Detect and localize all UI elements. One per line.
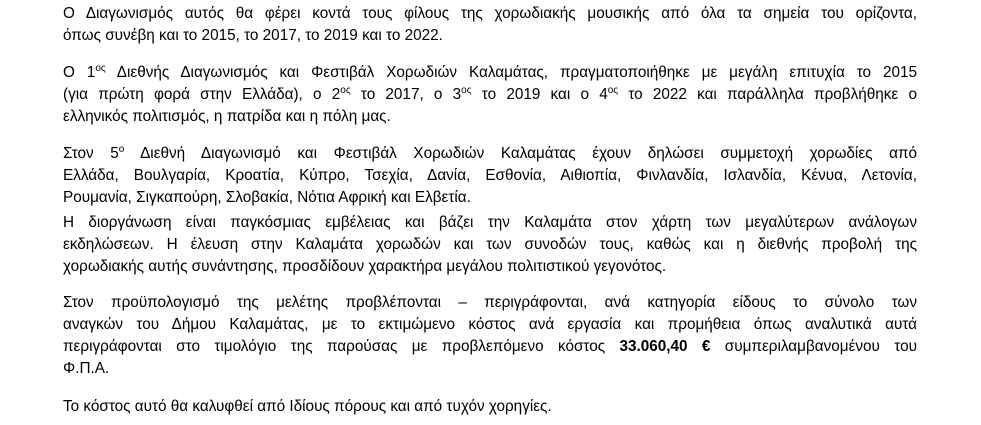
text-run: Διεθνής Διαγωνισμός και Φεστιβάλ Χορωδιών Καλαμάτας, πραγματοποιήθηκε με μεγάλη επιτυχία το 2015 <box>105 64 918 81</box>
text-line: Στον προϋπολογισμό της μελέτης προβλέπονται – περιγράφονται, ανά κατηγορία είδους το σύνολο των <box>63 294 917 311</box>
text-line <box>63 143 917 165</box>
ordinal-superscript: ος <box>607 85 619 96</box>
text-line: Ο Διαγωνισμός αυτός θα φέρει κοντά τους φίλους της χορωδιακής μουσικής από όλα τα σημεία του ορίζοντα, <box>63 5 917 22</box>
text-line: Ελλάδα, Βουλγαρία, Κροατία, Κύπρο, Τσεχία, Δανία, Εσθονία, Αιθιοπία, Φινλανδία, Ισλανδία, Κένυα, Λετονία, <box>63 167 917 184</box>
text-run: το 2019 και ο 4 <box>471 86 608 103</box>
text-line <box>63 62 917 84</box>
text-line: όπως συνέβη και το 2015, το 2017, το 2019 και το 2022. <box>63 27 443 44</box>
paragraph-previous-editions <box>63 62 917 128</box>
text-run: (για πρώτη φορά στην Ελλάδα), ο 2 <box>63 86 341 103</box>
text-line: Η διοργάνωση είναι παγκόσμιας εμβέλειας και βάζει την Καλαμάτα στον χάρτη των μεγαλύτερων ανάλογων <box>63 214 917 231</box>
text-line: χορωδιακής αυτής συνάντησης, προσδίδουν χαρακτήρα μεγάλου πολιτιστικού γεγονότος. <box>63 258 667 275</box>
cost-amount: 33.060,40 € <box>619 338 711 355</box>
text-run: Διεθνή Διαγωνισμό και Φεστιβάλ Χορωδιών Καλαμάτας έχουν δηλώσει συμμετοχή χορωδίες από <box>124 145 918 162</box>
text-run: Ο 1 <box>63 64 96 81</box>
text-line: εκδηλώσεων. Η έλευση στην Καλαμάτα χορωδών και των συνοδών τους, καθώς και η διεθνής προβολή της <box>63 236 917 253</box>
ordinal-superscript: ος <box>340 85 351 96</box>
paragraph-funding <box>63 396 917 418</box>
ordinal-superscript: ο <box>118 144 125 155</box>
ordinal-superscript: ος <box>461 85 472 96</box>
text-line: ελληνικός πολιτισμός, η πατρίδα και η πόλη μας. <box>63 108 391 125</box>
text-run: Στον 5 <box>63 145 119 162</box>
text-line <box>63 84 917 106</box>
paragraph-budget <box>63 292 917 380</box>
text-line <box>63 336 917 358</box>
text-line: αναγκών του Δήμου Καλαμάτας, με το εκτιμώμενο κόστος ανά εργασία και προμήθεια όπως αναλυτικά αυτά <box>63 316 917 333</box>
text-run: περιγράφονται στο τιμολόγιο της παρούσας με προβλεπόμενο κόστος <box>63 338 620 355</box>
text-line: Το κόστος αυτό θα καλυφθεί από Ιδίους πόρους και από τυχόν χορηγίες. <box>63 398 552 415</box>
text-run: το 2017, ο 3 <box>350 86 462 103</box>
paragraph-significance <box>63 212 917 278</box>
text-line: Φ.Π.Α. <box>63 360 110 377</box>
text-run: συμπεριλαμβανομένου του <box>710 338 917 355</box>
paragraph-participants <box>63 143 917 209</box>
paragraph-competition-intro <box>63 3 917 47</box>
text-line: Ρουμανία, Σιγκαπούρη, Σλοβακία, Νότια Αφρική και Ελβετία. <box>63 189 471 206</box>
ordinal-superscript: ος <box>95 63 106 74</box>
text-run: το 2022 και παράλληλα προβλήθηκε ο <box>618 86 917 103</box>
